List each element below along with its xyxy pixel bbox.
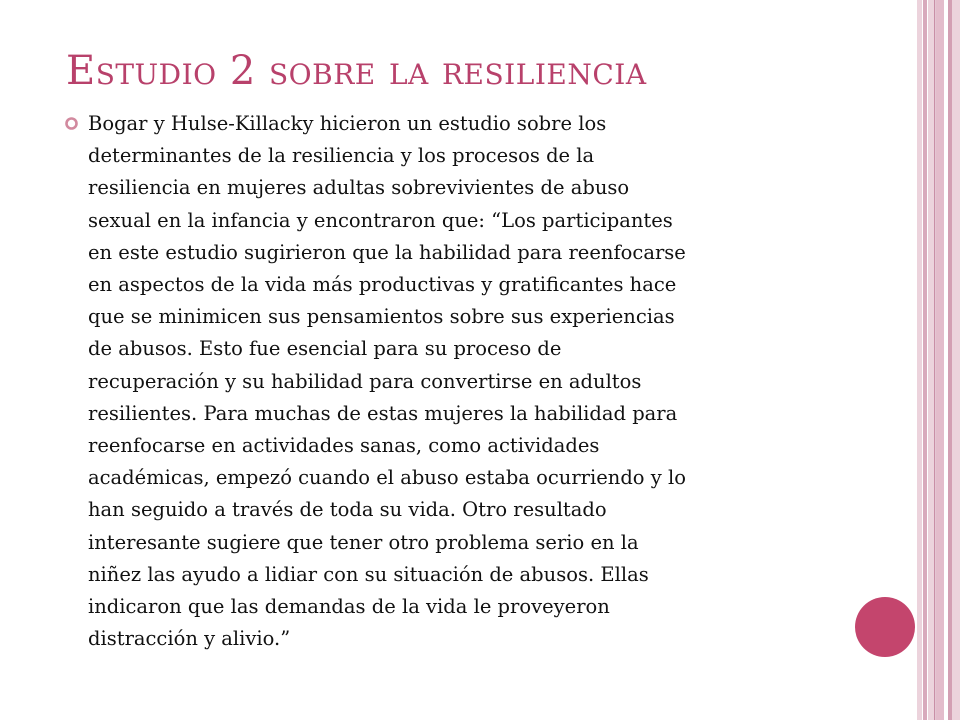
decorative-circle [855, 597, 915, 657]
bullet-ring-icon [64, 116, 79, 131]
slide-title: Estudio 2 sobre la resiliencia [66, 48, 647, 94]
slide-body-text: Bogar y Hulse-Killacky hicieron un estudio sobre los determinantes de la resiliencia y los procesos de la resiliencia en mujeres adultas sobrevivientes de abuso sexual en la infancia y encontraron que: “Los participantes en este estudio sugirieron que la habilidad para reenfocarse en aspectos de la vida más productivas y gratificantes hace que se minimicen sus pensamientos sobre sus experiencias de abusos. Esto fue esencial para su proceso de recuperación y su habilidad para convertirse en adultos resilientes. Para muchas de estas mujeres la habilidad para reenfocarse en actividades sanas, como actividades académicas, empezó cuando el abuso estaba ocurriendo y lo han seguido a través de toda su vida. Otro resultado interesante sugiere que tener otro problema serio en la niñez las ayudo a lidiar con su situación de abusos. Ellas indicaron que las demandas de la vida le proveyeron distracción y alivio.” [88, 112, 686, 651]
